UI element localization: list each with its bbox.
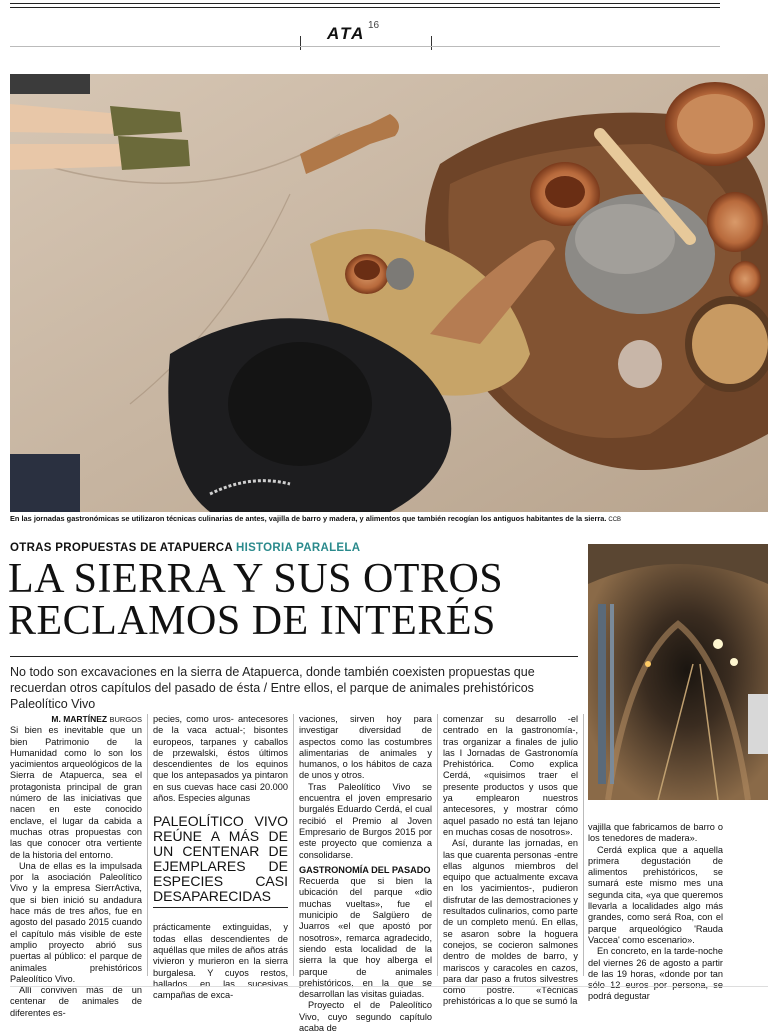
- column-2: [153, 714, 288, 1001]
- tunnel-illustration: [588, 544, 768, 800]
- column-rule: [293, 714, 294, 976]
- paragraph: vaciones, sirven hoy para investigar diversidad de aspectos como las costumbres alimentarias de animales y humanos, o los hábitos de caza de unos y otros.: [299, 714, 432, 781]
- main-photo-illustration: [10, 74, 768, 512]
- column-5: [588, 822, 723, 1003]
- header-top-rule-2: [10, 7, 720, 8]
- column-rule: [147, 714, 148, 976]
- headline-line-2: RECLAMOS DE INTERÉS: [8, 598, 496, 644]
- paragraph: prácticamente extinguidas, y todas ellas descendientes de aquéllas que miles de años atrás vivieron y murieron en la sierra burgalesa. Y cuyos restos, hallados en las sucesivas campañas de exca-: [153, 922, 288, 1001]
- footer-rule: [10, 986, 768, 987]
- column-rule: [437, 714, 438, 976]
- paragraph: Recuerda que si bien la ubicación del parque «dio muchas vueltas», fue el municipio de Salgüero de Juarros «el que apostó por nosotros», remarca agradecido, siendo esta localidad de la sierra la que hoy alberga el parque de animales prehistóricos, en la que se desarrollan las visitas guiadas.: [299, 876, 432, 1000]
- publication-logo: ATA: [327, 24, 366, 43]
- paragraph: Cerdá explica que a aquella primera degustación de alimentos prehistóricos, se sumará este mismo mes una segunda cita, «ya que queremos llevarla a localidades algo más grandes, como será Roa, con el parque arqueológico 'Rauda Vaccea' como escenario».: [588, 844, 723, 945]
- section-label: HISTORIA PARALELA: [235, 542, 361, 554]
- paragraph: Si bien es inevitable que un bien Patrimonio de la Humanidad como lo son los yacimientos arqueológicos de la Sierra de Atapuerca, sea el protagonista principal de gran número de las iniciativas que nacen en este conocido enclave, el lugar da cabida a muchas otras propuestas con las que conocer otra vertiente de la historia del entorno.: [10, 725, 142, 860]
- pull-quote: PALEOLÍTICO VIVO REÚNE A MÁS DE UN CENTENAR DE EJEMPLARES DE ESPECIES CASI DESAPARECIDAS: [153, 813, 288, 905]
- byline: [10, 714, 142, 725]
- paragraph: comenzar su desarrollo -el centrado en la gastronomía-, tras organizar a finales de julio las I Jornadas de Gastronomía Prehistórica. Como explica Cerdá, «quisimos traer el presente productos y usos que ya emplearon nuestros antecesores, y mostrar cómo aquel pasado no está tan lejano en muchas cosas de nosotros».: [443, 714, 578, 837]
- byline-author: M. MARTÍNEZ: [51, 714, 108, 724]
- photo-credit: CCB: [608, 517, 622, 523]
- paragraph: Tras Paleolítico Vivo se encuentra el joven empresario burgalés Eduardo Cerdá, el cual recibió el Premio al Joven Empresario de Burgos 2015 por este proyecto que comienza a consolidarse.: [299, 781, 432, 860]
- deck: No todo son excavaciones en la sierra de Atapuerca, donde también coexisten propuestas que recuerdan otros capítulos del pasado de ésta / Entre ellos, el parque de animales prehistóricos Paleolítico Vivo: [10, 665, 535, 711]
- paragraph: Así, durante las jornadas, en las que cuarenta personas -entre ellas algunos miembros del equipo que actualmente excava en los yacimientos-, pudieron disfrutar de las demostraciones y resultados culinarios, como parte de un completo menú. En ellas, se asaron sobre la hoguera conejos, se cocieron salmones dentro de moldes de barro, y mariscos y caracoles en cazos, para dar paso a frutos silvestres como postre. «Técnicas prehistóricas a lo que se sumó la: [443, 838, 578, 1007]
- paragraph: Una de ellas es la impulsada por la asociación Paleolítico Vivo y la empresa SierrActiva, que si bien inició su andadura hace más de tres años, fue en agosto del pasado 2015 cuando el capítulo más visible de este amplio proyecto abrió sus puertas al público: el parque de animales prehistóricos Paleolítico Vivo.: [10, 860, 142, 984]
- header-top-rule: [10, 3, 720, 4]
- kicker-line: [10, 542, 360, 554]
- header-bottom-rule: [10, 46, 720, 47]
- pull-quote-rule: [153, 907, 288, 908]
- kicker: OTRAS PROPUESTAS DE ATAPUERCA: [10, 542, 233, 554]
- column-rule: [583, 714, 584, 976]
- column-1: [10, 714, 142, 1019]
- headline-line-1: LA SIERRA Y SUS OTROS: [8, 556, 504, 602]
- main-photo: [10, 74, 768, 512]
- paragraph: pecies, como uros- antecesores de la vaca actual-; bisontes europeos, tarpanes y caballos de przewalski, éstos últimos descendientes de los equinos que los antepasados ya pintaron en sus cuevas hace casi 20.000 años. Especies algunas: [153, 714, 288, 804]
- photo-caption-text: En las jornadas gastronómicas se utilizaron técnicas culinarias de antes, vajilla de barro y madera, y alimentos que también recogían los antiguos habitantes de la sierra.: [10, 514, 607, 523]
- page-number: 16: [368, 20, 380, 31]
- byline-city: BURGOS: [109, 715, 142, 724]
- subheading: GASTRONOMÍA DEL PASADO: [299, 864, 431, 875]
- paragraph: En concreto, en la tarde-noche del viernes 26 de agosto a partir de las 19 horas, «donde por tan sólo 12 euros por persona, se podrá degustar: [588, 946, 723, 1002]
- headline: [8, 558, 583, 642]
- headline-rule: [10, 656, 578, 657]
- header-box: [300, 36, 432, 50]
- paragraph: vajilla que fabricamos de barro o los tenedores de madera».: [588, 822, 723, 844]
- tunnel-photo: [588, 544, 768, 800]
- column-4: [443, 714, 578, 1008]
- photo-caption: [10, 514, 710, 523]
- paragraph: Allí conviven más de un centenar de animales de diferentes es-: [10, 985, 142, 1018]
- paragraph: Proyecto el de Paleolítico Vivo, cuyo segundo capítulo acaba de: [299, 1000, 432, 1034]
